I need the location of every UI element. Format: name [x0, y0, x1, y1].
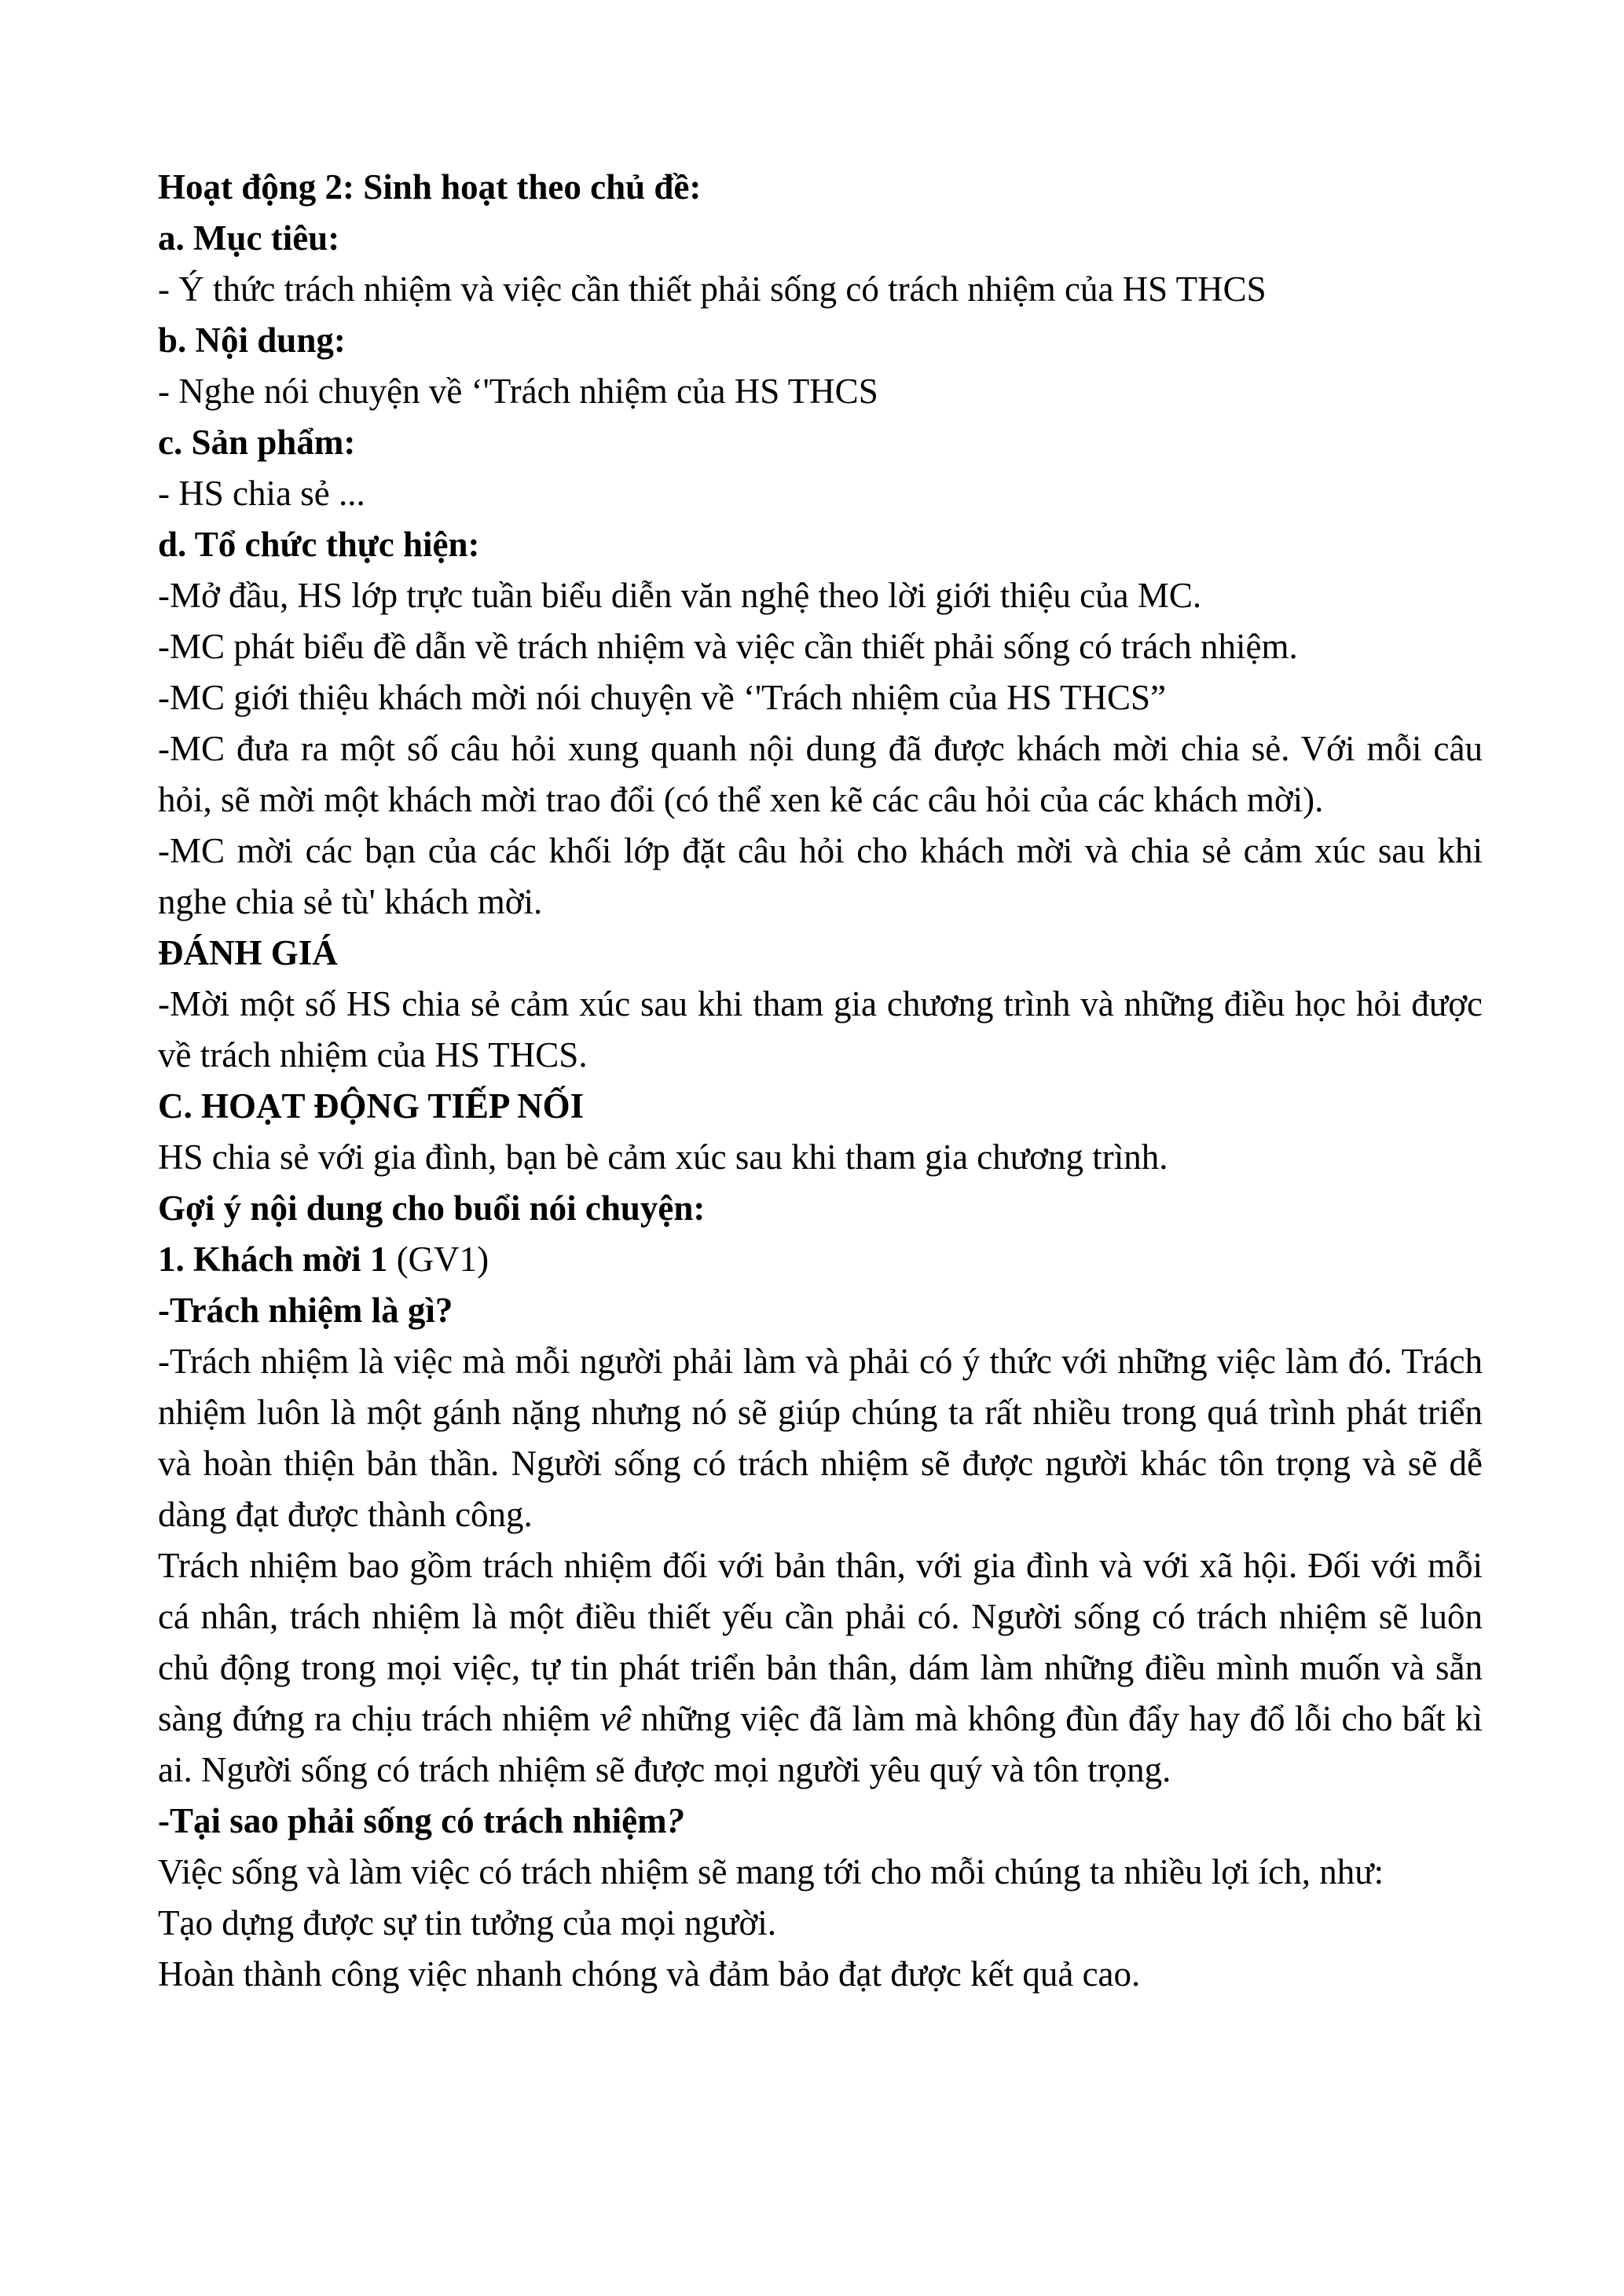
heading-product: c. Sản phẩm:	[158, 423, 356, 462]
paragraph-step-3: -MC giới thiệu khách mời nói chuyện về ‘'Trách nhiệm của HS THCS”	[158, 678, 1167, 717]
paragraph-benefit-1: Tạo dựng được sự tin tưởng của mọi người.	[158, 1903, 776, 1943]
paragraph-follow-up: HS chia sẻ với gia đình, bạn bè cảm xúc sau khi tham gia chương trình.	[158, 1137, 1168, 1177]
guest-1-role: (GV1)	[387, 1240, 489, 1279]
guest-1-label: 1. Khách mời 1	[158, 1240, 388, 1279]
heading-content: b. Nội dung:	[158, 320, 346, 360]
heading-guest-1	[158, 1234, 1483, 1285]
heading-why-text: -Tại sao phải sống có trách nhiệm	[158, 1801, 667, 1840]
paragraph-responsibility-definition: -Trách nhiệm là việc mà mỗi người phải làm và phải có ý thức với những việc làm đó. Trách nhiệm luôn là một gánh nặng nhưng nó sẽ giúp chúng ta rất nhiều trong quá trình phát triển và hoàn thiện bản thần. Người sống có trách nhiệm sẽ được người khác tôn trọng và sẽ dễ dàng đạt được thành công.	[158, 1342, 1483, 1534]
text-segment: những việc đã làm mà không đùn đẩy hay đổ lỗi cho bất kì ai. Người sống có trách nhiệm sẽ được mọi người yêu quý và tôn trọng.	[158, 1699, 1483, 1789]
paragraph-step-4: -MC đưa ra một số câu hỏi xung quanh nội dung đã được khách mời chia sẻ. Với mỗi câu hỏi, sẽ mời một khách mời trao đổi (có thể xen kẽ các câu hỏi của các khách mời).	[158, 729, 1483, 819]
heading-follow-up: C. HOẠT ĐỘNG TIẾP NỐI	[158, 1086, 585, 1126]
document-page	[158, 162, 1483, 2000]
heading-activity-2: Hoạt động 2: Sinh hoạt theo chủ đề:	[158, 167, 702, 207]
paragraph-responsibility-scope	[158, 1540, 1483, 1796]
italic-segment: vê	[599, 1699, 632, 1738]
heading-objective: a. Mục tiêu:	[158, 218, 340, 258]
heading-suggestions: Gợi ý nội dung cho buổi nói chuyện:	[158, 1188, 706, 1228]
paragraph-step-1: -Mở đầu, HS lớp trực tuần biểu diễn văn nghệ theo lời giới thiệu của MC.	[158, 576, 1202, 615]
heading-why-responsible	[158, 1796, 1483, 1847]
heading-what-is-responsibility: -Trách nhiệm là gì?	[158, 1291, 453, 1330]
paragraph-objective: - Ý thức trách nhiệm và việc cần thiết phải sống có trách nhiệm của HS THCS	[158, 269, 1267, 309]
paragraph-product: - HS chia sẻ ...	[158, 474, 365, 513]
paragraph-step-2: -MC phát biểu đề dẫn về trách nhiệm và việc cần thiết phải sống có trách nhiệm.	[158, 627, 1298, 666]
paragraph-benefit-2: Hoàn thành công việc nhanh chóng và đảm bảo đạt được kết quả cao.	[158, 1954, 1141, 1994]
paragraph-why: Việc sống và làm việc có trách nhiệm sẽ mang tới cho mỗi chúng ta nhiều lợi ích, như:	[158, 1852, 1384, 1891]
heading-why-question-mark: ?	[666, 1801, 685, 1840]
paragraph-step-5: -MC mời các bạn của các khối lớp đặt câu hỏi cho khách mời và chia sẻ cảm xúc sau khi nghe chia sẻ tù' khách mời.	[158, 831, 1483, 921]
text-segment: Trách nhiệm bao gồm trách nhiệm đối với bản thân, với gia đình và với xã hội. Đối với mỗi cá nhân, trách nhiệm là một điều thiết yếu cần phải có. Người sống có trách nhiệm sẽ luôn chủ động trong mọi việc, tự tin phát triển bản thân, dám làm những điều mình muốn và sẵn sàng đứng ra chịu trách nhiệm	[158, 1546, 1483, 1738]
paragraph-content: - Nghe nói chuyện về ‘'Trách nhiệm của HS THCS	[158, 372, 878, 411]
paragraph-evaluation: -Mời một số HS chia sẻ cảm xúc sau khi tham gia chương trình và những điều học hỏi được về trách nhiệm của HS THCS.	[158, 984, 1483, 1075]
heading-organization: d. Tổ chức thực hiện:	[158, 525, 480, 564]
heading-evaluation: ĐÁNH GIÁ	[158, 933, 338, 972]
